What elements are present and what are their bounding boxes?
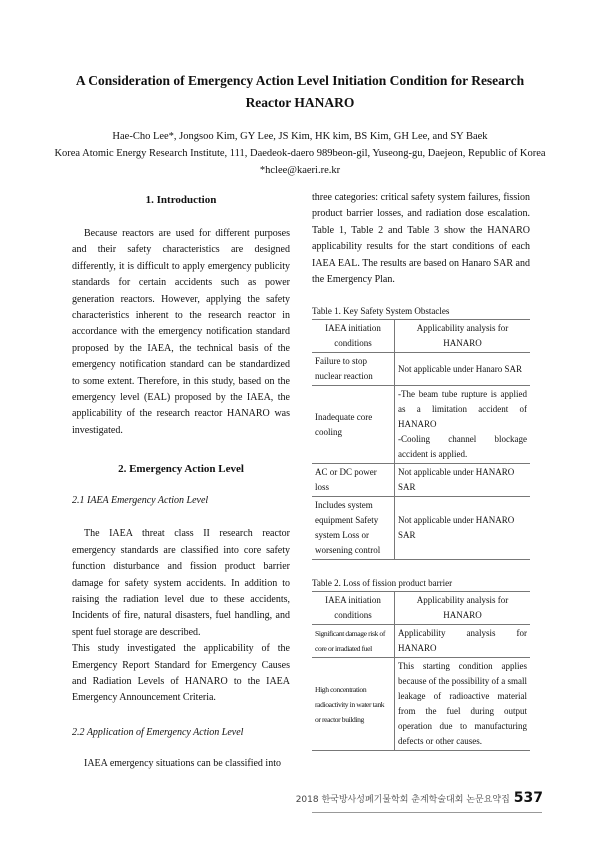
subsection-heading-2-2: 2.2 Application of Emergency Action Level — [72, 726, 244, 738]
table-cell: High concentration radioactivity in water tank or reactor building — [312, 658, 395, 751]
section-heading-introduction: 1. Introduction — [145, 194, 217, 206]
table-2-caption: Table 2. Loss of fission product barrier — [312, 578, 453, 589]
table-1-caption: Table 1. Key Safety System Obstacles — [312, 306, 450, 317]
section-heading-eal: 2. Emergency Action Level — [118, 463, 244, 476]
table-cell: Not applicable under Hanaro SAR — [395, 353, 531, 386]
table-row — [312, 464, 530, 497]
right-column — [312, 190, 530, 751]
table-row — [312, 592, 530, 625]
table-row — [312, 386, 530, 464]
page-footer — [296, 790, 543, 806]
conference-name: 2018 한국방사성폐기물학회 춘계학술대회 논문요약집 — [295, 795, 510, 805]
table-row — [312, 497, 530, 560]
intro-paragraph: Because reactors are used for different purposes and their safety characteristics are designed differently, it is difficult to apply emergency publicity standards for certain accidents such as power generation reactors. However, applying the safety characteristics inherent to the research reactor in accordance with the emergency notification standard proposed by the IAEA, the technical basis of the emergency notification standard can be standardized to some extent. Therefore, in this study, based on the emergency level (EAL) proposed by the IAEA, the applicability of the research reactor HANARO was investigated. — [72, 228, 290, 436]
table-row — [312, 658, 530, 751]
table-row — [312, 353, 530, 386]
table-cell: -The beam tube rupture is applied as a limitation accident of HANARO -Cooling channel blockage accident is applied. — [395, 386, 531, 464]
subsection-heading-2-1: 2.1 IAEA Emergency Action Level — [72, 495, 209, 507]
table-header-cell: IAEA initiation conditions — [312, 592, 395, 625]
table-2 — [312, 591, 530, 751]
categories-paragraph: three categories: critical safety system failures, fission product barrier losses, and radiation dose escalation. Table 1, Table 2 and Table 3 show the HANARO applicability results for the start conditions of each IAEA EAL. The results are based on Hanaro SAR and the Emergency Plan. — [312, 192, 530, 286]
left-column — [72, 190, 290, 772]
table-cell: This starting condition applies because of the possibility of a small leakage of radioactive material from the fuel during output operation due to manufacturing defects or other causes. — [395, 658, 531, 751]
footer-rule — [312, 812, 542, 813]
table-cell: Inadequate core cooling — [312, 386, 395, 464]
table-cell: Applicability analysis for HANARO — [395, 625, 531, 658]
section-2-2-paragraph: IAEA emergency situations can be classified into — [84, 757, 281, 769]
table-cell: Not applicable under HANARO SAR — [395, 497, 531, 560]
table-row — [312, 625, 530, 658]
table-header-cell: IAEA initiation conditions — [312, 320, 395, 353]
table-cell: AC or DC power loss — [312, 464, 395, 497]
affiliation: Korea Atomic Energy Research Institute, 111, Daedeok-daero 989beon-gil, Yuseong-gu, Daejeon, Republic of Korea — [54, 148, 546, 159]
table-header-cell: Applicability analysis for HANARO — [395, 320, 531, 353]
section-2-1-paragraph-1: The IAEA threat class II research reactor emergency standards are classified into core safety function disturbance and fission product barrier damage for safety system accidents. In addition to raising the radiation level due to these accidents, Incidents of fire, natural disasters, fuel handling, and spent fuel storage are described. — [72, 528, 290, 638]
page-number: 537 — [513, 790, 543, 806]
author-list: Hae-Cho Lee*, Jongsoo Kim, GY Lee, JS Kim, HK kim, BS Kim, GH Lee, and SY Baek — [112, 131, 488, 142]
table-cell: Failure to stop nuclear reaction — [312, 353, 395, 386]
table-header-cell: Applicability analysis for HANARO — [395, 592, 531, 625]
table-row — [312, 320, 530, 353]
table-cell: Significant damage risk of core or irradiated fuel — [312, 625, 395, 658]
paper-title: A Consideration of Emergency Action Level Initiation Condition for Research Reactor HANARO — [75, 73, 525, 110]
corresponding-email: *hclee@kaeri.re.kr — [259, 165, 341, 176]
table-cell: Includes system equipment Safety system Loss or worsening control — [312, 497, 395, 560]
table-cell: Not applicable under HANARO SAR — [395, 464, 531, 497]
section-2-1-paragraph-2: This study investigated the applicability of the Emergency Report Standard for Emergency Causes and Radiation Levels of HANARO to the IAEA Emergency Announcement Criteria. — [72, 643, 290, 704]
table-1 — [312, 319, 530, 560]
